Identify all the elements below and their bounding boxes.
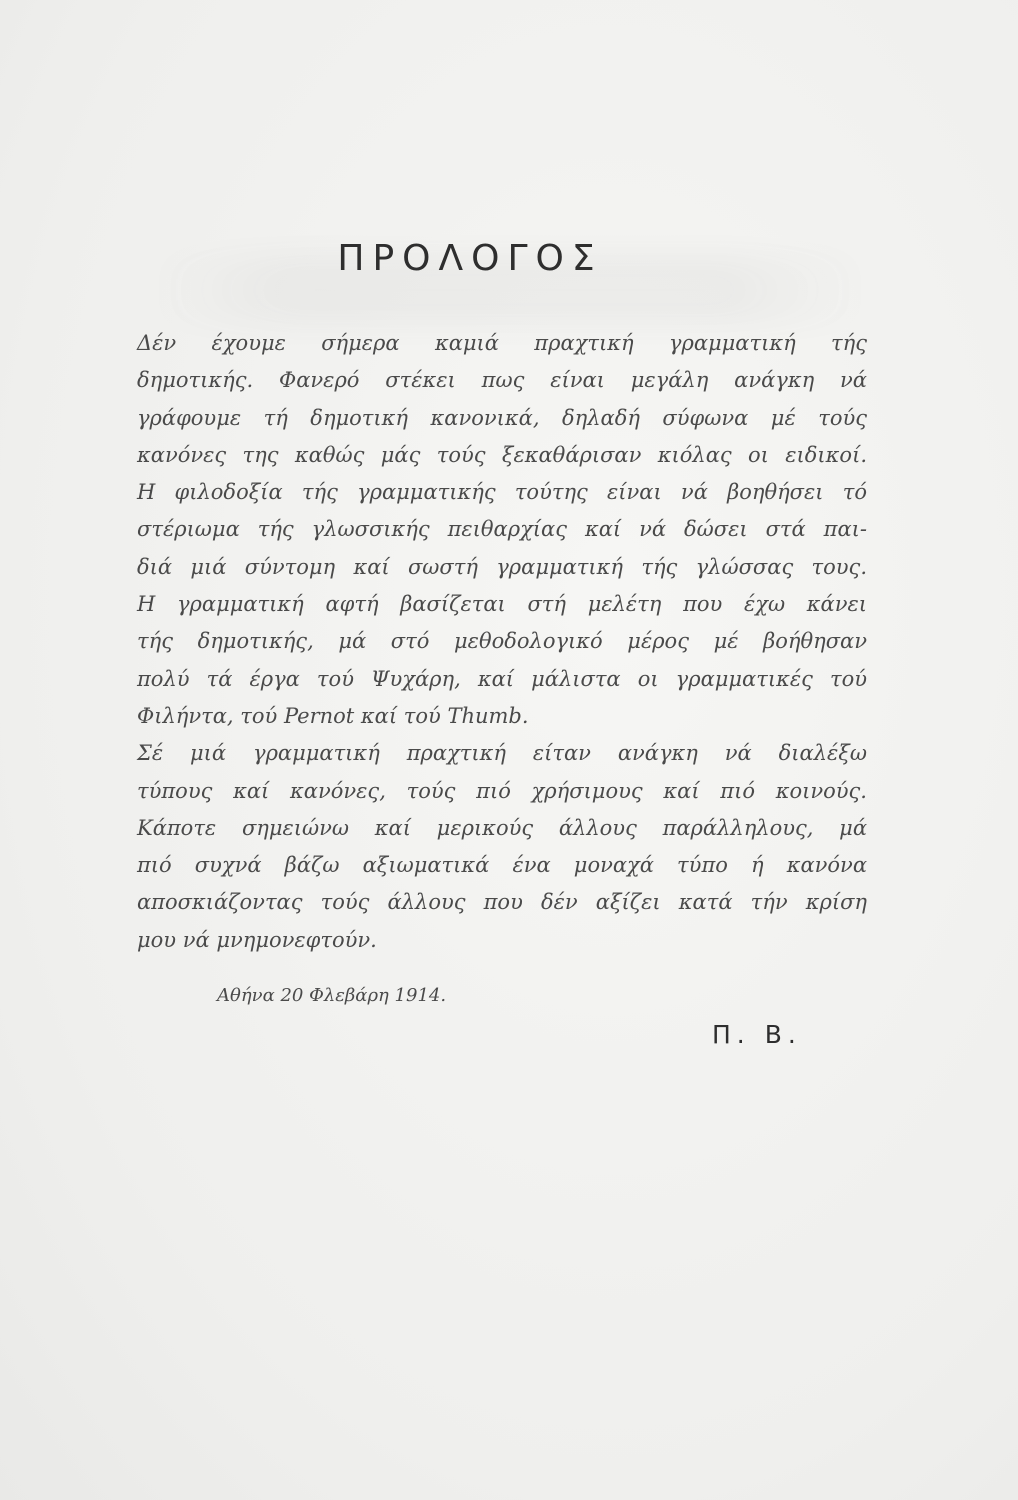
signature-initials: Π. Β. [712,1020,802,1049]
preface-body [137,325,867,959]
text-line: διά μιά σύντομη καί σωστή γραμματική τής γλώσσας τους. [137,554,867,579]
text-line: μου νά μνημονεφτούν. [137,927,377,952]
date-line: Αθήνα 20 Φλεβάρη 1914. [217,985,447,1006]
text-line: στέριωμα τής γλωσσικής πειθαρχίας καί νά δώσει στά παι- [137,517,867,542]
text-line: πιό συχνά βάζω αξιωματικά ένα μοναχά τύπο ή κανόνα [137,853,867,878]
text-line: Δέν έχουμε σήμερα καμιά πραχτική γραμματική τής [137,331,867,355]
text-line: κανόνες της καθώς μάς τούς ξεκαθάρισαν κιόλας οι ειδικοί. [137,442,867,467]
text-line: Φιλήντα, τού Pernot καί τού Thumb. [137,703,529,728]
text-line: τύπους καί κανόνες, τούς πιό χρήσιμους καί πιό κοινούς. [137,778,867,803]
text-line: Σέ μιά γραμματική πραχτική είταν ανάγκη νά διαλέξω [137,741,867,766]
text-line: δημοτικής. Φανερό στέκει πως είναι μεγάλη ανάγκη νά [137,368,867,393]
text-line: Κάποτε σημειώνω καί μερικούς άλλους παράλληλους, μά [137,815,867,840]
text-line: Η φιλοδοξία τής γραμματικής τούτης είναι νά βοηθήσει τό [137,480,867,505]
text-line: γράφουμε τή δημοτική κανονικά, δηλαδή σύφωνα μέ τούς [137,405,867,430]
page-title: ΠΡΟΛΟΓΟΣ [337,238,603,279]
text-line: Η γραμματική αφτή βασίζεται στή μελέτη που έχω κάνει [137,592,867,617]
text-line: τής δημοτικής, μά στό μεθοδολογικό μέρος μέ βοήθησαν [137,629,867,654]
text-line: πολύ τά έργα τού Ψυχάρη, καί μάλιστα οι γραμματικές τού [137,666,867,691]
text-line: αποσκιάζοντας τούς άλλους που δέν αξίζει κατά τήν κρίση [137,890,867,915]
